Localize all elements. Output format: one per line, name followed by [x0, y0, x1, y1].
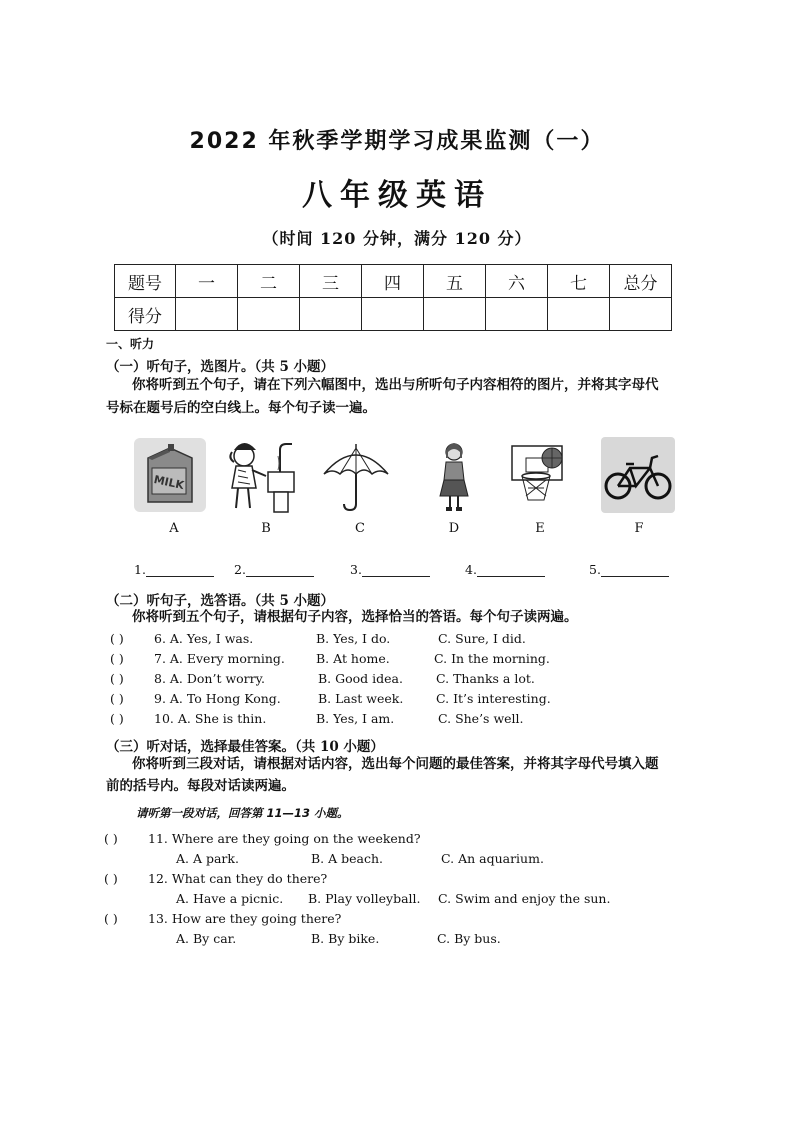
question-9-option-b: B. Last week. — [318, 691, 404, 706]
option-a: 10. A. She is thin. — [154, 711, 267, 726]
question-11-option-b: B. A beach. — [311, 851, 384, 866]
score-cell-3: 三 — [300, 265, 362, 298]
option-a: 6. A. Yes, I was. — [154, 631, 254, 646]
option-a: 8. A. Don’t worry. — [154, 671, 265, 686]
question-11-option-a: A. A park. — [176, 851, 239, 866]
question-12-option-b: B. Play volleyball. — [308, 891, 421, 906]
option-a: 9. A. To Hong Kong. — [154, 691, 281, 706]
score-row-label: 得分 — [115, 298, 176, 331]
answer-paren[interactable]: ( ) — [110, 651, 124, 666]
girl-icon — [416, 436, 492, 514]
question-10-option-c: C. She’s well. — [438, 711, 524, 726]
answer-paren[interactable]: ( ) — [104, 831, 118, 846]
answer-blank-2[interactable] — [234, 562, 314, 577]
question-11-option-c: C. An aquarium. — [441, 851, 544, 866]
milk-carton-text: MILK — [152, 472, 186, 493]
picture-label-e: E — [535, 521, 545, 536]
score-cell-total: 总分 — [610, 265, 672, 298]
score-cell-6: 六 — [486, 265, 548, 298]
question-12-option-a: A. Have a picnic. — [176, 891, 284, 906]
picture-label-a: A — [169, 521, 179, 536]
answer-paren[interactable]: ( ) — [110, 671, 124, 686]
question-text: 11. Where are they going on the weekend? — [148, 831, 421, 846]
blank-number: 5. — [589, 562, 601, 577]
answer-paren[interactable]: ( ) — [104, 871, 118, 886]
score-input-7[interactable] — [548, 298, 610, 331]
blank-number: 3. — [350, 562, 362, 577]
picture-label-d: D — [448, 521, 460, 536]
question-6-option-c: C. Sure, I did. — [438, 631, 526, 646]
answer-paren[interactable]: ( ) — [110, 631, 124, 646]
part2-title: （二）听句子，选答语。（共 5 小题） — [106, 593, 335, 609]
milk-carton-icon — [132, 436, 208, 514]
part1-instruction-line1: 你将听到五个句子，请在下列六幅图中，选出与所听句子内容相符的图片，并将其字母代 — [132, 377, 659, 393]
answer-blank-1[interactable] — [134, 562, 214, 577]
score-input-5[interactable] — [424, 298, 486, 331]
score-table-header-row — [115, 265, 672, 298]
question-6-option-b: B. Yes, I do. — [316, 631, 391, 646]
question-7-option-b: B. At home. — [316, 651, 390, 666]
umbrella-icon — [318, 436, 394, 514]
question-11 — [104, 831, 421, 846]
dialogue-note: 请听第一段对话，回答第 11—13 小题。 — [136, 806, 349, 820]
blank-number: 4. — [465, 562, 477, 577]
score-cell-2: 二 — [238, 265, 300, 298]
answer-blank-5[interactable] — [589, 562, 669, 577]
question-13-option-c: C. By bus. — [437, 931, 501, 946]
question-7-option-c: C. In the morning. — [434, 651, 550, 666]
girl-washing-hands-icon — [222, 436, 298, 514]
score-input-1[interactable] — [176, 298, 238, 331]
blank-line[interactable] — [601, 564, 669, 577]
question-9 — [110, 691, 281, 706]
score-cell-1: 一 — [176, 265, 238, 298]
question-12-option-c: C. Swim and enjoy the sun. — [438, 891, 611, 906]
score-input-6[interactable] — [486, 298, 548, 331]
question-8-option-c: C. Thanks a lot. — [436, 671, 535, 686]
part1-instruction-line2: 号标在题号后的空白线上。每个句子读一遍。 — [106, 400, 376, 416]
answer-blank-3[interactable] — [350, 562, 430, 577]
question-text: 13. How are they going there? — [148, 911, 342, 926]
answer-blank-4[interactable] — [465, 562, 545, 577]
score-cell-label: 题号 — [115, 265, 176, 298]
part2-instruction: 你将听到五个句子，请根据句子内容，选择恰当的答语。每个句子读两遍。 — [132, 609, 578, 625]
blank-line[interactable] — [477, 564, 545, 577]
question-text: 12. What can they do there? — [148, 871, 328, 886]
question-13-option-a: A. By car. — [176, 931, 237, 946]
question-8-option-b: B. Good idea. — [318, 671, 403, 686]
part3-instruction-line2: 前的括号内。每段对话读两遍。 — [106, 778, 295, 794]
basketball-hoop-icon — [508, 436, 572, 514]
answer-paren[interactable]: ( ) — [104, 911, 118, 926]
picture-label-c: C — [355, 521, 365, 536]
answer-paren[interactable]: ( ) — [110, 691, 124, 706]
score-table — [114, 264, 672, 331]
question-9-option-c: C. It’s interesting. — [436, 691, 551, 706]
part3-title: （三）听对话，选择最佳答案。（共 10 小题） — [106, 739, 384, 755]
part3-instruction-line1: 你将听到三段对话，请根据对话内容，选出每个问题的最佳答案，并将其字母代号填入题 — [132, 756, 659, 772]
question-12 — [104, 871, 327, 886]
picture-label-b: B — [261, 521, 271, 536]
score-input-3[interactable] — [300, 298, 362, 331]
exam-title: 2022 年秋季学期学习成果监测（一） — [189, 129, 605, 154]
part1-title: （一）听句子，选图片。（共 5 小题） — [106, 359, 335, 375]
question-10 — [110, 711, 266, 726]
score-input-total[interactable] — [610, 298, 672, 331]
score-cell-7: 七 — [548, 265, 610, 298]
blank-line[interactable] — [246, 564, 314, 577]
question-6 — [110, 631, 253, 646]
blank-line[interactable] — [146, 564, 214, 577]
question-10-option-b: B. Yes, I am. — [316, 711, 395, 726]
blank-line[interactable] — [362, 564, 430, 577]
blank-number: 1. — [134, 562, 146, 577]
score-cell-5: 五 — [424, 265, 486, 298]
blank-number: 2. — [234, 562, 246, 577]
question-13-option-b: B. By bike. — [311, 931, 380, 946]
score-table-score-row — [115, 298, 672, 331]
section-title: 一、听力 — [106, 337, 155, 351]
answer-paren[interactable]: ( ) — [110, 711, 124, 726]
question-13 — [104, 911, 341, 926]
score-cell-4: 四 — [362, 265, 424, 298]
score-input-2[interactable] — [238, 298, 300, 331]
score-input-4[interactable] — [362, 298, 424, 331]
option-a: 7. A. Every morning. — [154, 651, 285, 666]
picture-label-f: F — [634, 521, 644, 536]
question-8 — [110, 671, 265, 686]
time-note: （时间 120 分钟，满分 120 分） — [262, 229, 532, 248]
bicycle-icon — [600, 436, 676, 514]
question-7 — [110, 651, 285, 666]
exam-subject: 八年级英语 — [302, 178, 492, 213]
